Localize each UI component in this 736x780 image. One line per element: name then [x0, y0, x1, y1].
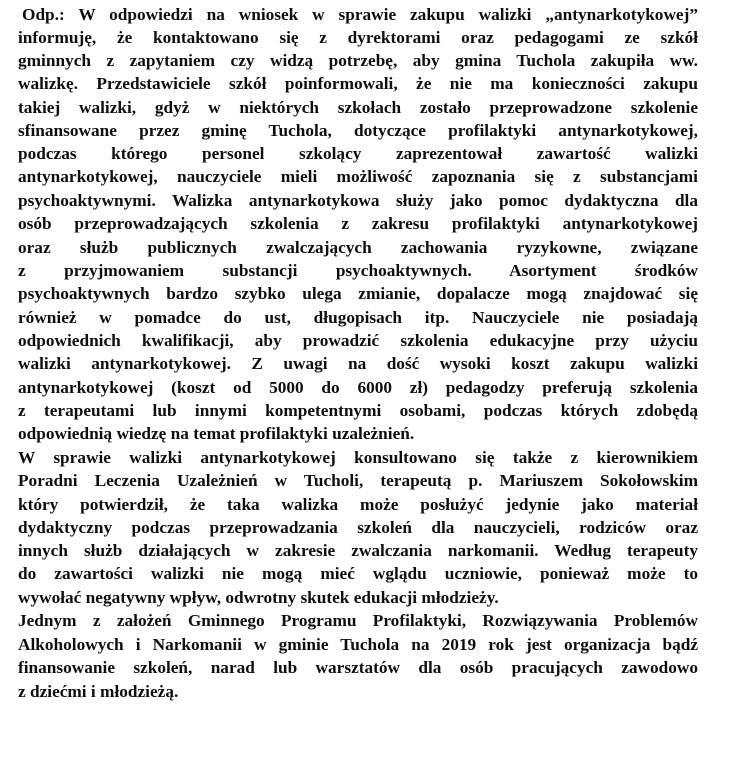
document-line-21: Poradni Leczenia Uzależnień w Tucholi, terapeutą p. Mariuszem Sokołowskim	[18, 471, 698, 490]
document-line-5: takiej walizki, gdyż w niektórych szkołach zostało przeprowadzone szkolenie	[18, 98, 698, 117]
document-line-27: Jednym z założeń Gminnego Programu Profilaktyki, Rozwiązywania Problemów	[18, 611, 698, 630]
document-line-12: z przyjmowaniem substancji psychoaktywnych. Asortyment środków	[18, 261, 698, 280]
document-line-3: gminnych z zapytaniem czy widzą potrzebę, aby gmina Tuchola zakupiła ww.	[18, 51, 698, 70]
document-line-24: innych służb działających w zakresie zwalczania narkomanii. Według terapeuty	[18, 541, 698, 560]
document-line-23: dydaktyczny podczas przeprowadzania szkoleń dla nauczycieli, rodziców oraz	[18, 518, 698, 537]
document-line-19: odpowiednią wiedzę na temat profilaktyki uzależnień.	[18, 424, 415, 443]
document-line-1: Odp.: W odpowiedzi na wniosek w sprawie zakupu walizki „antynarkotykowej”	[22, 5, 698, 24]
document-line-9: psychoaktywnymi. Walizka antynarkotykowa służy jako pomoc dydaktyczna dla	[18, 191, 698, 210]
document-line-28: Alkoholowych i Narkomanii w gminie Tuchola na 2019 rok jest organizacja bądź	[18, 635, 698, 654]
document-line-7: podczas którego personel szkolący zaprezentował zawartość walizki	[18, 144, 698, 163]
document-line-16: walizki antynarkotykowej. Z uwagi na dość wysoki koszt zakupu walizki	[18, 354, 698, 373]
document-line-2: informuję, że kontaktowano się z dyrektorami oraz pedagogami ze szkół	[18, 28, 698, 47]
document-line-10: osób przeprowadzających szkolenia z zakresu profilaktyki antynarkotykowej	[18, 214, 698, 233]
document-line-13: psychoaktywnych bardzo szybko ulega zmianie, dopalacze mogą znajdować się	[18, 284, 698, 303]
document-line-17: antynarkotykowej (koszt od 5000 do 6000 zł) pedagodzy preferują szkolenia	[18, 378, 698, 397]
document-line-4: walizkę. Przedstawiciele szkół poinformowali, że nie ma konieczności zakupu	[18, 74, 698, 93]
document-line-18: z terapeutami lub innymi kompetentnymi osobami, podczas których zdobędą	[18, 401, 698, 420]
document-line-26: wywołać negatywny wpływ, odwrotny skutek edukacji młodzieży.	[18, 588, 499, 607]
document-line-14: również w pomadce do ust, długopisach itp. Nauczyciele nie posiadają	[18, 308, 698, 327]
document-line-22: który potwierdził, że taka walizka może posłużyć jedynie jako materiał	[18, 495, 698, 514]
document-line-15: odpowiednich kwalifikacji, aby prowadzić szkolenia edukacyjne przy użyciu	[18, 331, 698, 350]
document-line-8: antynarkotykowej, nauczyciele mieli możliwość zapoznania się z substancjami	[18, 167, 698, 186]
document-line-11: oraz służb publicznych zwalczających zachowania ryzykowne, związane	[18, 238, 698, 257]
document-line-6: sfinansowane przez gminę Tuchola, dotyczące profilaktyki antynarkotykowej,	[18, 121, 698, 140]
document-line-20: W sprawie walizki antynarkotykowej konsultowano się także z kierownikiem	[18, 448, 698, 467]
document-line-25: do zawartości walizki nie mogą mieć wglądu uczniowie, ponieważ może to	[18, 564, 698, 583]
document-line-30: z dziećmi i młodzieżą.	[18, 682, 179, 701]
document-line-29: finansowanie szkoleń, narad lub warsztatów dla osób pracujących zawodowo	[18, 658, 698, 677]
